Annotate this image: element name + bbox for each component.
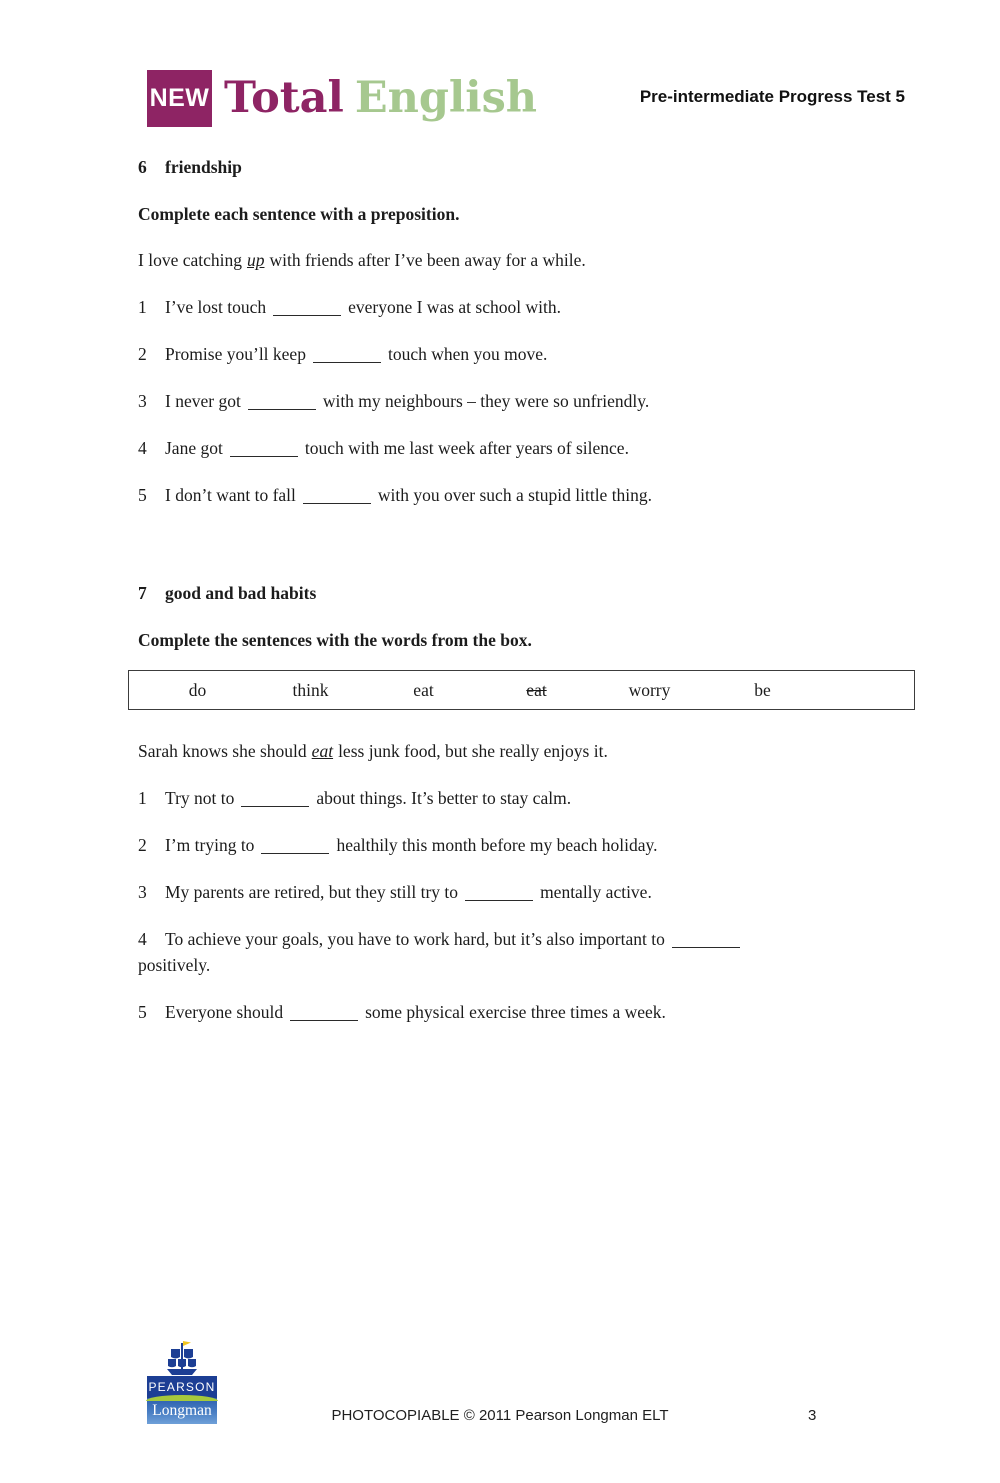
item-text-before: I’ve lost touch [165,297,267,317]
exercise7-instruction: Complete the sentences with the words from the box. [138,630,532,650]
word-box [128,670,915,710]
word-box-item-do: do [188,680,207,700]
item-text-after: some physical exercise three times a week. [365,1002,666,1022]
item-text-after: with you over such a stupid little thing. [377,485,653,505]
longman-wordmark: Longman [147,1398,217,1424]
item-number: 2 [138,344,147,364]
exercise6-instruction: Complete each sentence with a preposition. [138,204,460,224]
page-number: 3 [808,1407,817,1424]
exercise7-item-4 [138,928,915,976]
exercise7-number: 7 [138,583,147,603]
item-text-after: touch when you move. [387,344,548,364]
document-title: Pre-intermediate Progress Test 5 [639,87,905,106]
exercise7-item-1 [138,787,915,809]
item-text-after: healthily this month before my beach holiday. [336,835,658,855]
example-text-after: less junk food, but she really enjoys it. [338,741,608,761]
item-number: 1 [138,297,147,317]
item-text-after: with my neighbours – they were so unfriendly. [322,391,650,411]
exercise6-item-2 [138,343,915,365]
item-number: 3 [138,882,147,902]
pearson-wordmark: PEARSON [147,1376,217,1398]
item-text-before: My parents are retired, but they still try to [165,882,459,902]
exercise6-item-1 [138,296,915,318]
exercise7-item-2 [138,834,915,856]
exercise7-example [138,740,915,762]
pearson-ship-icon [147,1340,217,1376]
item-text-before: Try not to [165,788,235,808]
exercise7-item-3 [138,881,915,903]
item-text-line2: positively. [138,955,211,975]
item-text-after: mentally active. [540,882,652,902]
item-number: 3 [138,391,147,411]
logo-word-english: English [354,73,538,123]
item-text-after: touch with me last week after years of silence. [304,438,629,458]
answer-blank[interactable] [303,490,371,504]
answer-blank[interactable] [313,349,381,363]
item-number: 2 [138,835,147,855]
worksheet-page [0,70,1000,1483]
answer-blank[interactable] [273,302,341,316]
example-text-before: Sarah knows she should [138,741,307,761]
item-text-after: about things. It’s better to stay calm. [316,788,572,808]
answer-blank[interactable] [465,887,533,901]
exercise6-item-5 [138,484,915,506]
answer-blank[interactable] [290,1007,358,1021]
answer-blank[interactable] [230,443,298,457]
item-text-before: Promise you’ll keep [165,344,306,364]
logo-word-total: Total [224,73,344,123]
example-text-before: I love catching [138,250,242,270]
word-box-item-eat-used: eat [526,680,547,700]
item-text-before: Jane got [165,438,223,458]
item-number: 4 [138,929,147,949]
item-number: 4 [138,438,147,458]
answer-blank[interactable] [248,396,316,410]
word-box-item-think: think [292,680,329,700]
item-text-before: I never got [165,391,241,411]
exercise7-title: good and bad habits [165,583,317,603]
item-text-before: To achieve your goals, you have to work hard, but it’s also important to [165,929,665,949]
word-box-item-worry: worry [628,680,671,700]
exercise6-title: friendship [165,157,242,177]
item-number: 1 [138,788,147,808]
exercise6-item-4 [138,437,915,459]
exercise6-item-3 [138,390,915,412]
exercise7-item-5 [138,1001,915,1023]
worksheet-content [0,156,1000,1023]
page-header [147,70,905,128]
new-badge: NEW [147,70,212,127]
logo-swoosh [146,1395,218,1401]
answer-blank[interactable] [241,793,309,807]
answer-blank[interactable] [672,934,740,948]
exercise7-heading [138,582,915,604]
exercise6-example [138,249,915,271]
item-text-before: I’m trying to [165,835,255,855]
answer-blank[interactable] [261,840,329,854]
example-text-after: with friends after I’ve been away for a while. [269,250,586,270]
item-text-before: Everyone should [165,1002,284,1022]
example-answer: up [246,250,265,270]
word-box-item-eat: eat [413,680,434,700]
item-number: 5 [138,485,147,505]
item-text-before: I don’t want to fall [165,485,296,505]
example-answer: eat [311,741,334,761]
exercise6-heading [138,156,915,178]
total-english-logo [147,70,537,127]
word-box-item-be: be [754,680,771,700]
item-text-after: everyone I was at school with. [348,297,561,317]
exercise6-number: 6 [138,157,147,177]
item-number: 5 [138,1002,147,1022]
copyright-line: PHOTOCOPIABLE © 2011 Pearson Longman ELT [331,1407,669,1424]
